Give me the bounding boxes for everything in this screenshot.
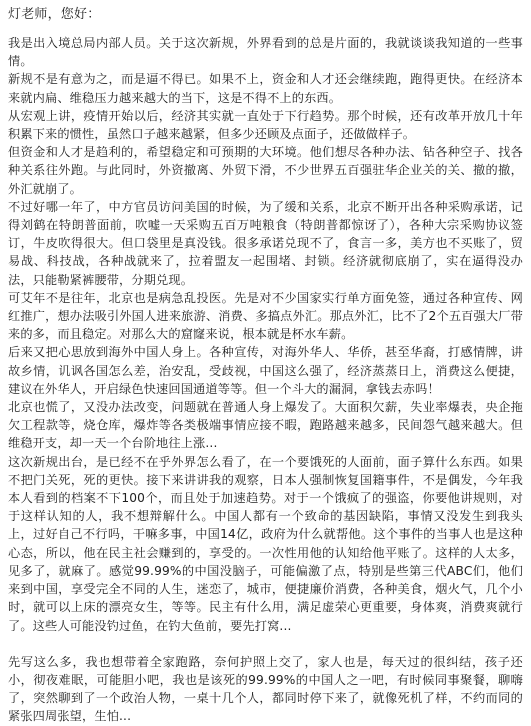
paragraph-macro: 从宏观上讲，疫情开始以后，经济其实就一直处于下行趋势。那个时候，还有改革开放几十年积累下来的惯性，虽然口子越来越紧，但多少还顾及点面子，还做做样子。 [8, 108, 523, 142]
paragraph-visa-free: 可艾年不是往年，北京也是病急乱投医。先是对不少国家实行单方面免签，通过各种宣传、网红推广，想办法吸引外国人进来旅游、消费、多搞点外汇。那点外汇，比不了2个五百强大厂带来的多，而且稳定。对那么大的窟窿来说，根本就是杯水车薪。 [8, 290, 523, 342]
paragraph-reason: 新规不是有意为之，而是逼不得已。如果不上，资金和人才还会继续跑，跑得更快。在经济本来就内扁、维稳压力越来越大的当下，这是不得不上的东西。 [8, 72, 523, 105]
paragraph-intro: 我是出入境总局内部人员。关于这次新规，外界看到的总是片面的，我就谈谈我知道的一些事情。 [8, 36, 523, 69]
paragraph-closing: 先写这么多，我也想带着全家跑路，奈何护照上交了，家人也是，每天过的很纠结，孩子还小，彻夜难眠，可能胆小吧，我也是该死的99.99%的中国人之一吧，有时候同事聚餐，聊嗨了，突然聊到了一个政治人物，一桌十几个人，都同时停下来了，就像死机了样，不约而同的紧张四周张望，生怕... [8, 654, 523, 724]
paragraph-spacer [8, 635, 523, 653]
paragraph-capital-flight: 但资金和人才是趋利的，希望稳定和可预期的大环境。他们想尽各种办法、钻各种空子、找各种关系往外跑。与此同时，外资撤离、外贸下滑，不少世界五百强驻华企业关的关、撤的撤，外汇就崩了。 [8, 145, 523, 196]
greeting-line: 灯老师，您好： [8, 7, 101, 22]
paragraph-new-rules: 这次新规出台，是已经不在乎外界怎么看了，在一个要饿死的人面前，面子算什么东西。如果不把门关死，死的更快。接下来讲讲我的观察，日本人强制恢复国籍事件，不是偶发，今年我本人看到的档案不下100个，而且处于加速趋势。对于一个饿疯了的强盗，你要他讲规则，对于这样认知的人，我不想辩解什么。中国人都有一个致命的基因缺陷，事情又没发生到我头上，过好自己不行吗，干嘛多事，中国14亿，政府为什么就帮他。这个事件的当事人也是这种心态，所以，他在民主社会赚到的，享受的。一次性用他的认知给他平账了。这样的人太多，见多了，就麻了。感觉99.99%的中国没脑子，可能偏激了点，特别是些第三代ABC们，他们来到中国，享受完全不同的人生，迷恋了，城市，便捷廉价消费，各种美食，烟火气，几个小时，就可以上床的漂亮女生，等等。民主有什么用，满足虚荣心更重要，身体爽，消费爽就行了。这些人可能没钓过鱼，在钓大鱼前，要先打窝... [8, 454, 523, 633]
paragraph-trade-war: 不过好哪一年了，中方官员访问美国的时候，为了缓和关系，北京不断开出各种采购承诺，记得刘鹤在特朗普面前，吹嘘一天采购五百万吨粮食（特朗普都惊讶了），各种大宗采购协议签订，牛皮吹得很大。但口袋里是真没钱。很多承诺兑现不了，食言一多，美方也不买账了，贸易战、科技战，各种战就来了，拉着盟友一起围堵、封锁。经济就彻底崩了，实在逼得没办法，只能勒紧裤腰带，分期兑现。 [8, 199, 523, 287]
paragraph-social-pressure: 北京也慌了，又没办法改变，问题就在普通人身上爆发了。大面积欠薪，失业率爆表，央企拖欠工程款等，烧仓库，爆炸等各类极端事情应接不暇，跑路越来越多，民间怨气越来越大。但维稳开支，却一天一个台阶地往上涨... [8, 400, 523, 451]
paragraph-overseas-chinese: 后来又把心思放到海外中国人身上。各种宣传，对海外华人、华侨，甚至华裔，打感情牌，讲故乡情，讥讽各国怎么差，治安乱，受歧视，中国这么强了，经济蒸蒸日上，消费这么便捷，建议在外华人，开启绿色快速回国通道等等。但一个斗大的漏洞，拿钱去赤吗！ [8, 345, 523, 396]
